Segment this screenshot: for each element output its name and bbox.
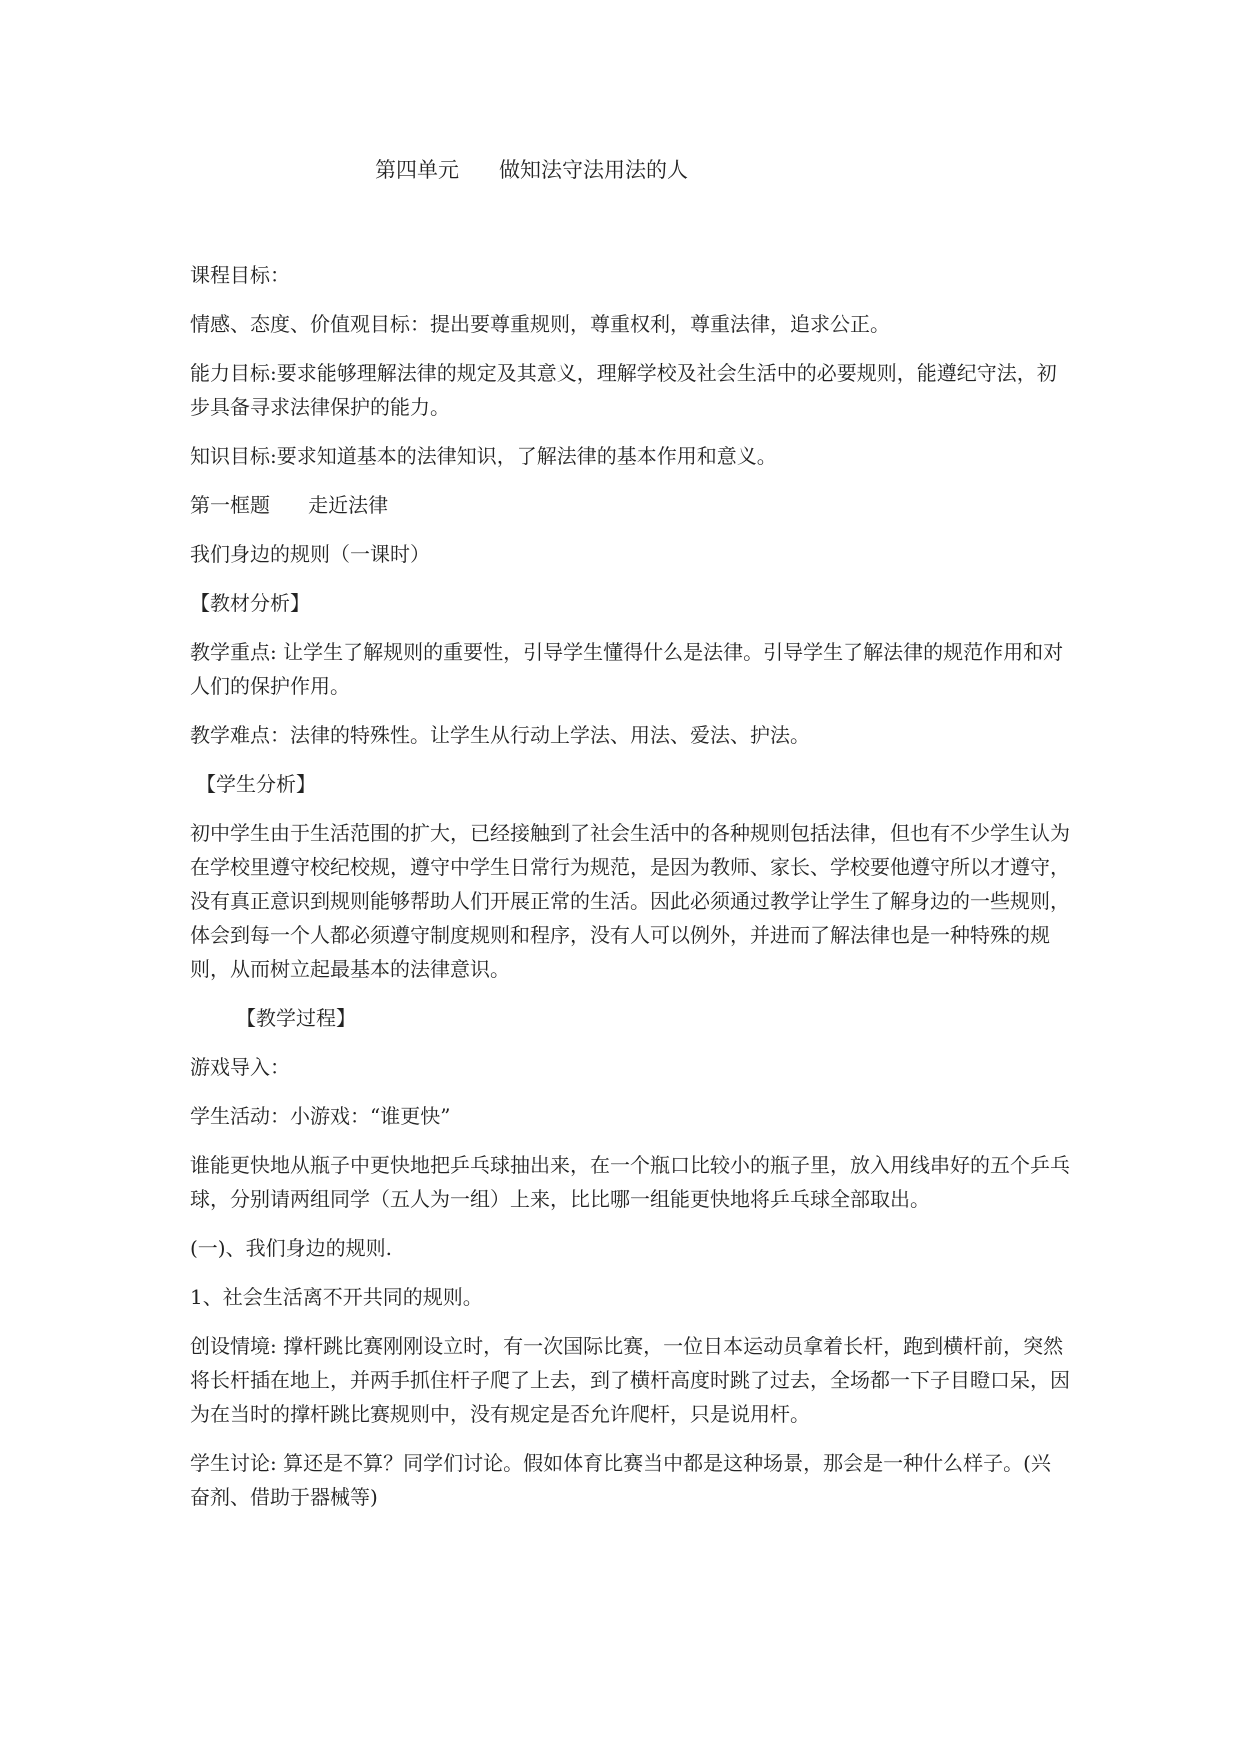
heading-textbook-analysis: 【教材分析】 (190, 591, 310, 615)
paragraph-game-intro: 游戏导入： (190, 1055, 290, 1079)
paragraph-knowledge-goal: 知识目标:要求知道基本的法律知识，了解法律的基本作用和意义。 (190, 444, 777, 468)
page-title: 第四单元 做知法守法用法的人 (375, 158, 689, 182)
paragraph-ability-goal: 能力目标:要求能够理解法律的规定及其意义，理解学校及社会生活中的必要规则，能遵纪守法，初步具备寻求法律保护的能力。 (190, 361, 1057, 419)
heading-teaching-process: 【教学过程】 (236, 1006, 356, 1030)
paragraph-student-activity: 学生活动：小游戏：“谁更快” (190, 1104, 451, 1128)
paragraph-rules-heading: (一)、我们身边的规则. (190, 1236, 392, 1260)
paragraph-student-analysis: 初中学生由于生活范围的扩大，已经接触到了社会生活中的各种规则包括法律，但也有不少学生认为在学校里遵守校纪校规，遵守中学生日常行为规范，是因为教师、家长、学校要他遵守所以才遵守，没有真正意识到规则能够帮助人们开展正常的生活。因此必须通过教学让学生了解身边的一些规则，体会到每一个人都必须遵守制度规则和程序，没有人可以例外，并进而了解法律也是一种特殊的规则，从而树立起最基本的法律意识。 (190, 821, 1070, 981)
paragraph-emotion-goal: 情感、态度、价值观目标：提出要尊重规则，尊重权利，尊重法律，追求公正。 (190, 312, 890, 336)
document-body (190, 258, 1070, 1529)
paragraph-lesson-title: 我们身边的规则（一课时） (190, 542, 430, 566)
paragraph-section-title: 第一框题 走近法律 (190, 493, 389, 517)
paragraph-discussion: 学生讨论: 算还是不算？同学们讨论。假如体育比赛当中都是这种场景，那会是一种什么样子。(兴奋剂、借助于器械等) (190, 1451, 1051, 1509)
paragraph-rule-1: 1、社会生活离不开共同的规则。 (190, 1285, 483, 1309)
paragraph-key-points: 教学重点: 让学生了解规则的重要性，引导学生懂得什么是法律。引导学生了解法律的规范作用和对人们的保护作用。 (190, 640, 1064, 698)
paragraph-difficult-points: 教学难点：法律的特殊性。让学生从行动上学法、用法、爱法、护法。 (190, 723, 810, 747)
heading-student-analysis: 【学生分析】 (196, 772, 316, 796)
paragraph-course-goals: 课程目标： (190, 263, 290, 287)
paragraph-scenario: 创设情境: 撑杆跳比赛刚刚设立时，有一次国际比赛，一位日本运动员拿着长杆，跑到横杆前，突然将长杆插在地上，并两手抓住杆子爬了上去，到了横杆高度时跳了过去，全场都一下子目瞪口呆，因为在当时的撑杆跳比赛规则中，没有规定是否允许爬杆，只是说用杆。 (190, 1334, 1070, 1426)
paragraph-game-description: 谁能更快地从瓶子中更快地把乒乓球抽出来，在一个瓶口比较小的瓶子里，放入用线串好的五个乒乓球，分别请两组同学（五人为一组）上来，比比哪一组能更快地将乒乓球全部取出。 (190, 1153, 1070, 1211)
